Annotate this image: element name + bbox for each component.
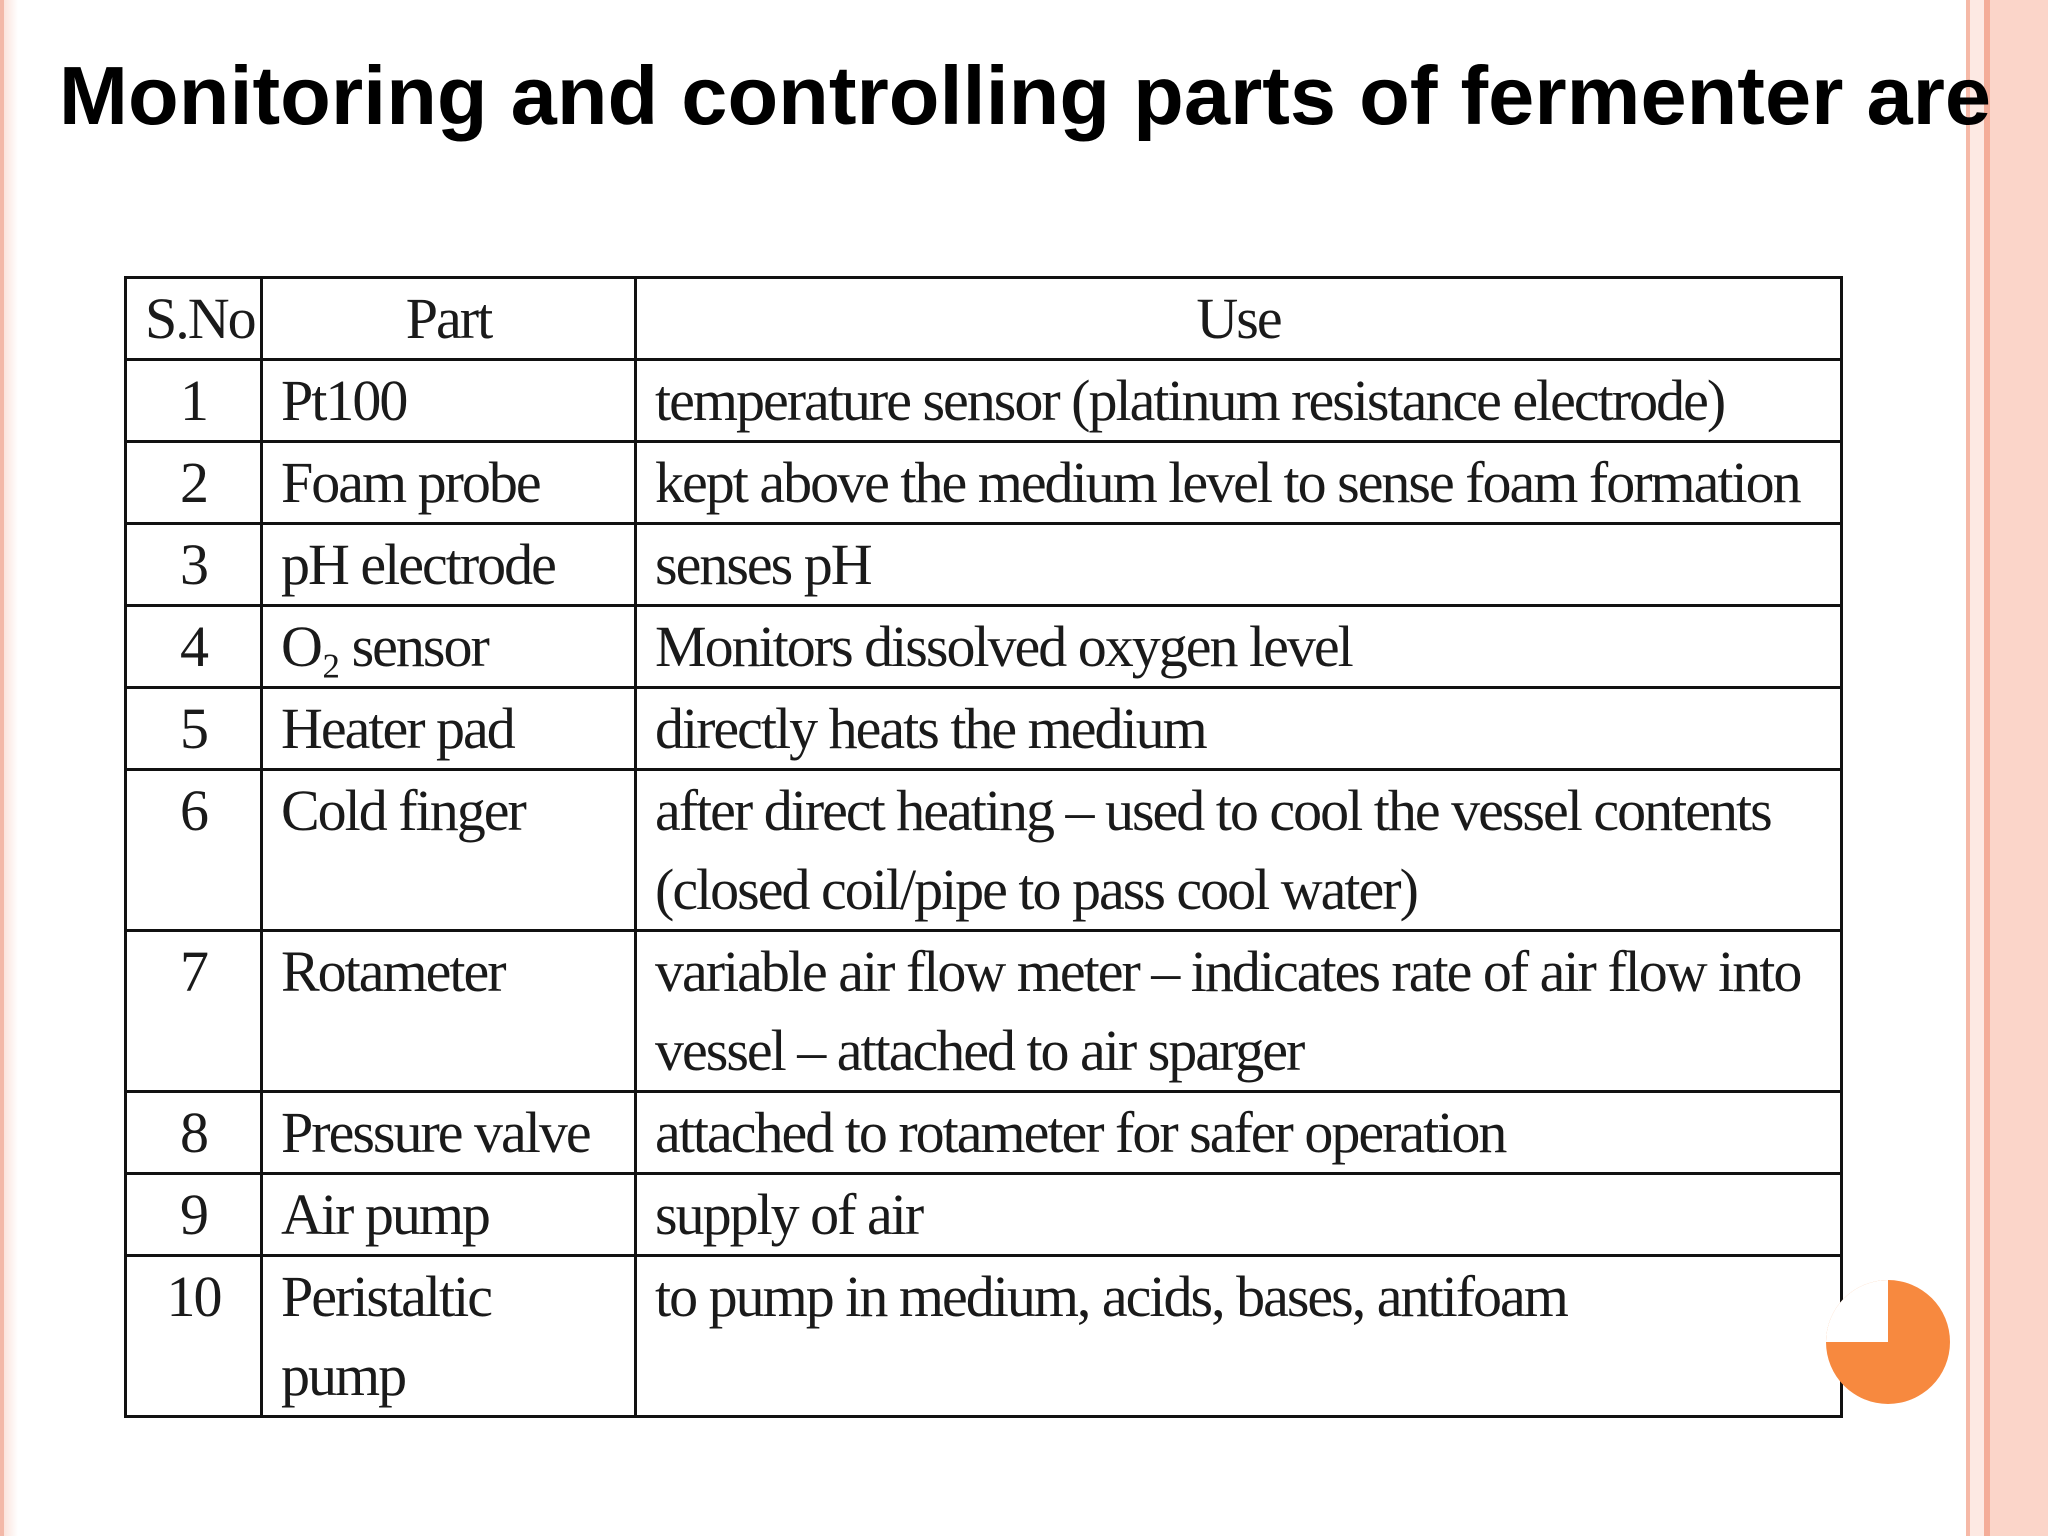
cell-use: temperature sensor (platinum resistance electrode)	[636, 360, 1842, 442]
decorative-circle-icon	[1826, 1280, 1950, 1404]
cell-part: Pt100	[262, 360, 636, 442]
cell-use: kept above the medium level to sense foam formation	[636, 442, 1842, 524]
cell-use: supply of air	[636, 1174, 1842, 1256]
cell-use: to pump in medium, acids, bases, antifoam	[636, 1256, 1842, 1417]
table-row	[126, 360, 1842, 442]
cell-part: Peristaltic pump	[262, 1256, 636, 1417]
cell-sno: 3	[126, 524, 262, 606]
table-row	[126, 524, 1842, 606]
table-row	[126, 1174, 1842, 1256]
table-row	[126, 1092, 1842, 1174]
table-row	[126, 442, 1842, 524]
table-row	[126, 1256, 1842, 1417]
slide-title: Monitoring and controlling parts of fermenter are	[58, 49, 1992, 142]
cell-part: O₂ sensor	[262, 606, 636, 688]
cell-sno: 10	[126, 1256, 262, 1417]
cell-part: Heater pad	[262, 688, 636, 770]
cell-use: senses pH	[636, 524, 1842, 606]
table-row	[126, 688, 1842, 770]
parts-table	[124, 276, 1843, 1418]
header-sno: S.No	[126, 278, 262, 360]
header-part: Part	[262, 278, 636, 360]
cell-sno: 7	[126, 931, 262, 1092]
cell-use: variable air flow meter – indicates rate of air flow into vessel – attached to air sparger	[636, 931, 1842, 1092]
cell-part: Pressure valve	[262, 1092, 636, 1174]
parts-table-container	[124, 276, 1840, 1418]
cell-sno: 5	[126, 688, 262, 770]
cell-sno: 4	[126, 606, 262, 688]
cell-part: pH electrode	[262, 524, 636, 606]
cell-part: Air pump	[262, 1174, 636, 1256]
cell-sno: 8	[126, 1092, 262, 1174]
table-row	[126, 770, 1842, 931]
cell-part: Cold finger	[262, 770, 636, 931]
table-row	[126, 931, 1842, 1092]
cell-sno: 6	[126, 770, 262, 931]
cell-use: Monitors dissolved oxygen level	[636, 606, 1842, 688]
cell-sno: 9	[126, 1174, 262, 1256]
table-row	[126, 606, 1842, 688]
cell-sno: 1	[126, 360, 262, 442]
left-decorative-border	[0, 0, 22, 1536]
table-header-row	[126, 278, 1842, 360]
right-decorative-border	[1958, 0, 2048, 1536]
header-use: Use	[636, 278, 1842, 360]
cell-use: directly heats the medium	[636, 688, 1842, 770]
cell-use: after direct heating – used to cool the vessel contents (closed coil/pipe to pass cool water)	[636, 770, 1842, 931]
cell-use: attached to rotameter for safer operation	[636, 1092, 1842, 1174]
cell-part: Foam probe	[262, 442, 636, 524]
cell-sno: 2	[126, 442, 262, 524]
cell-part: Rotameter	[262, 931, 636, 1092]
